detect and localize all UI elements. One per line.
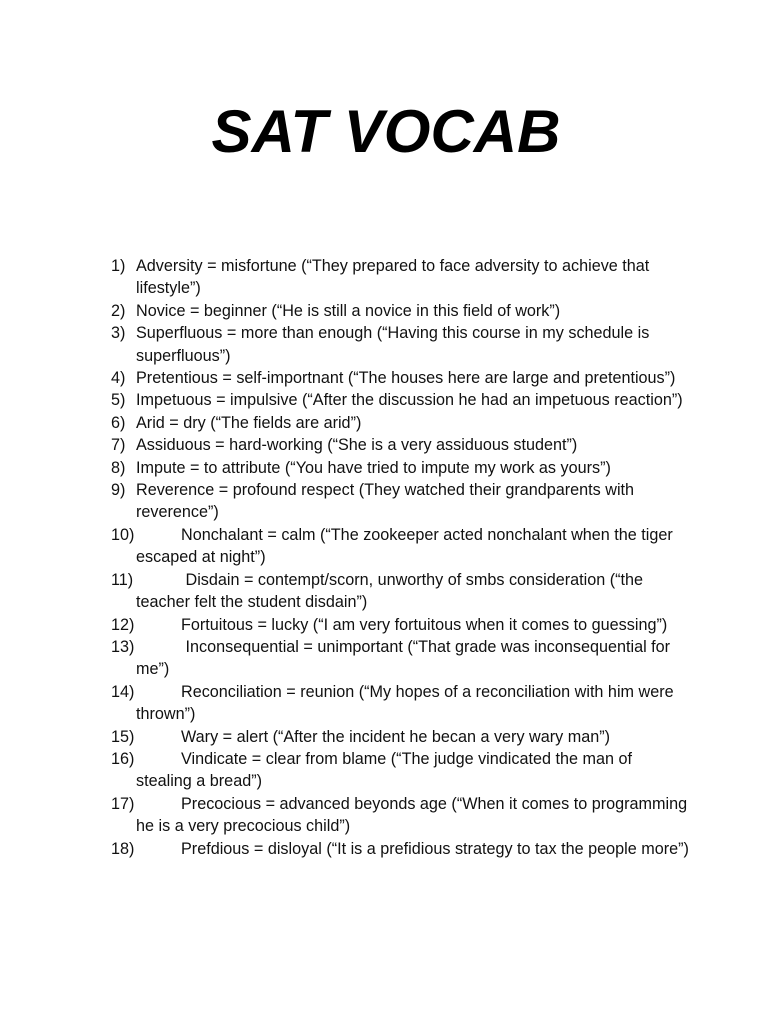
item-number: 12)	[111, 615, 135, 634]
list-item	[110, 479, 690, 524]
list-item	[110, 636, 690, 681]
item-number: 3)	[111, 324, 126, 343]
list-item	[110, 255, 690, 300]
list-item	[110, 569, 690, 614]
item-text: Arid = dry (“The fields are arid”)	[136, 413, 362, 432]
item-number: 4)	[111, 369, 126, 388]
list-item	[110, 681, 690, 726]
item-number: 17)	[111, 794, 135, 813]
list-item	[110, 300, 690, 322]
document-title: SAT VOCAB	[211, 98, 561, 165]
list-item	[110, 434, 690, 456]
item-number: 18)	[111, 839, 135, 858]
item-number: 11)	[111, 570, 134, 589]
item-text: Precocious = advanced beyonds age (“When it comes to programming he is a very precocious child”)	[136, 794, 688, 836]
list-item	[110, 726, 690, 748]
item-number: 8)	[111, 458, 126, 477]
list-item	[110, 748, 690, 793]
item-text: Fortuitous = lucky (“I am very fortuitous when it comes to guessing”)	[181, 615, 668, 634]
item-text: Nonchalant = calm (“The zookeeper acted nonchalant when the tiger escaped at night”)	[136, 525, 673, 567]
vocab-list	[110, 255, 690, 860]
list-item	[110, 524, 690, 569]
item-text: Impute = to attribute (“You have tried to impute my work as yours”)	[136, 458, 611, 477]
item-text: Superfluous = more than enough (“Having this course in my schedule is superfluous”)	[136, 324, 650, 365]
item-number: 2)	[111, 301, 126, 320]
item-text: Vindicate = clear from blame (“The judge vindicated the man of stealing a bread”)	[136, 749, 632, 791]
item-text: Pretentious = self-importnant (“The houses here are large and pretentious”)	[136, 369, 676, 388]
item-text: Disdain = contempt/scorn, unworthy of smbs consideration (“the teacher felt the student disdain”)	[136, 570, 644, 612]
item-text: Impetuous = impulsive (“After the discussion he had an impetuous reaction”)	[136, 391, 683, 410]
list-item	[110, 793, 690, 838]
item-text: Novice = beginner (“He is still a novice in this field of work”)	[136, 301, 561, 320]
item-number: 7)	[111, 436, 126, 455]
item-text: Reconciliation = reunion (“My hopes of a reconciliation with him were thrown”)	[136, 682, 674, 724]
list-item	[110, 457, 690, 479]
item-number: 5)	[111, 391, 126, 410]
list-item	[110, 367, 690, 389]
list-item	[110, 412, 690, 434]
item-text: Prefdious = disloyal (“It is a prefidious strategy to tax the people more”)	[181, 839, 689, 858]
item-text: Adversity = misfortune (“They prepared to face adversity to achieve that lifestyle”)	[136, 257, 650, 298]
item-number: 15)	[111, 727, 135, 746]
item-number: 13)	[111, 637, 135, 656]
item-text: Wary = alert (“After the incident he becan a very wary man”)	[181, 727, 610, 746]
item-number: 10)	[111, 525, 135, 544]
list-item	[110, 322, 690, 367]
item-number: 1)	[111, 257, 126, 275]
item-number: 6)	[111, 413, 126, 432]
item-text: Reverence = profound respect (They watched their grandparents with reverence”)	[136, 481, 635, 522]
item-number: 16)	[111, 749, 135, 768]
item-text: Inconsequential = unimportant (“That grade was inconsequential for me”)	[136, 637, 671, 679]
item-number: 14)	[111, 682, 135, 701]
list-item	[110, 838, 690, 860]
list-item	[110, 614, 690, 636]
list-item	[110, 389, 690, 411]
item-number: 9)	[111, 481, 126, 500]
item-text: Assiduous = hard-working (“She is a very assiduous student”)	[136, 436, 578, 455]
